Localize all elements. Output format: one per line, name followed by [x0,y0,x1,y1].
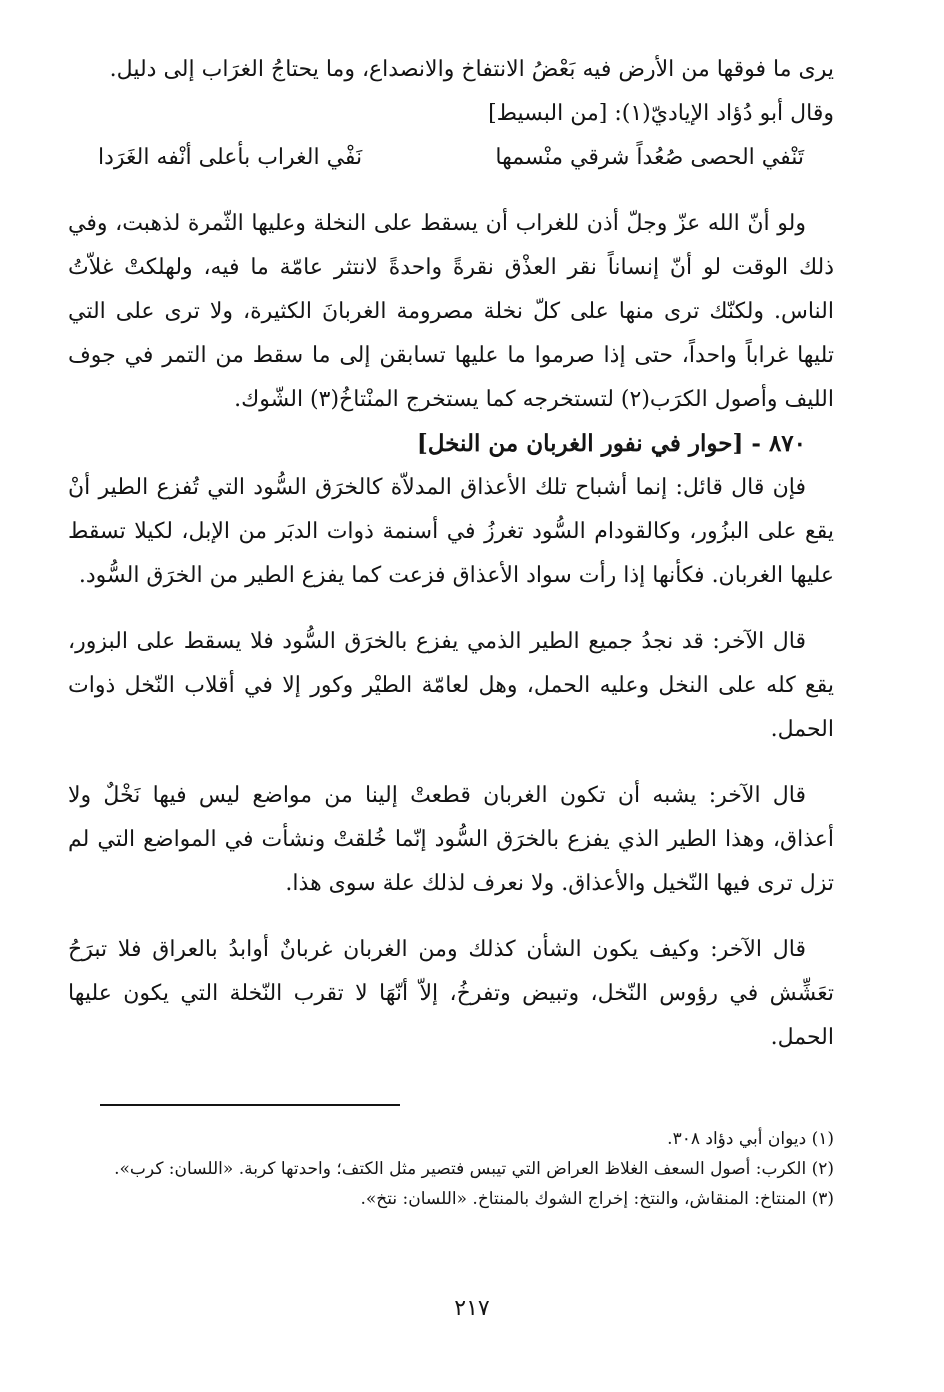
verse-first-hemistich: تَنْفي الحصى صُعُداً شرقي منْسمها [495,145,804,170]
dialogue-paragraph: قال الآخر: قد نجدُ جميع الطير الذمي يفزع بالخرَق السُّود فلا يسقط على البزور، يقع كله على النخل وعليه الحمل، وهل لعامّة الطيْر وكور إلا في أقلاب النّخل ذوات الحمل. [68,629,834,742]
footnote: (١) ديوان أبي دؤاد ٣٠٨. [667,1129,834,1149]
dialogue-paragraph: فإن قال قائل: إنما أشباح تلك الأعذاق المدلاّة كالخرَق السُّود التي تُفزع الطير أنْ يقع على البزُور، وكالقودام السُّود تغرزُ في أسنمة ذوات الدبَر من الإبل، لكيلا تسقط عليها الغربان. فكأنها إذا رأت سواد الأعذاق فزعت كما يفزع الطير من الخرَق السُّود. [68,475,834,588]
verse-introduction: وقال أبو دُؤاد الإياديّ(١): [من البسيط] [488,101,834,126]
footnote: (٢) الكرب: أصول السعف الغلاظ العراض التي تيبس فتصير مثل الكتف؛ واحدتها كربة. «اللسان: كرب». [114,1159,834,1179]
main-text [68,48,834,1060]
poetry-verse [68,136,834,180]
page-number: ٢١٧ [454,1296,490,1321]
dialogue-paragraph: قال الآخر: وكيف يكون الشأن كذلك ومن الغربان غربانٌ أوابدُ بالعراق فلا تبرَحُ تعَشِّش في رؤوس النّخل، وتبيض وتفرخُ، إلاّ أنّهَا لا تقرب النّخلة التي يكون عليها الحمل. [68,937,834,1050]
paragraph-palm: ولو أنّ الله عزّ وجلّ أذن للغراب أن يسقط على النخلة وعليها الثّمرة لذهبت، وفي ذلك الوقت لو أنّ إنساناً نقر العذْق نقرةً واحدةً لانتثر عامّة ما فيه، ولهلكتْ غلاّتُ الناس. ولكنّك ترى منها على كلّ نخلة مصرومة الغربانَ الكثيرة، ولا ترى على التي تليها غراباً واحداً، حتى إذا صرموا ما عليها تسابقن إلى ما سقط من التمر في جوف الليف وأصول الكرَب(٢) لتستخرجه كما يستخرج المنْتاخُ(٣) الشّوك. [68,211,834,412]
verse-second-hemistich: نَفْي الغراب بأعلى أنْفه الغَرَدا [98,145,363,170]
footnote: (٣) المنتاخ: المنقاش، والنتخ: إخراج الشوك بالمنتاخ. «اللسان: نتخ». [360,1189,834,1209]
footnotes [68,1124,834,1214]
footnote-divider [100,1104,400,1106]
dialogue-paragraph: قال الآخر: يشبه أن تكون الغربان قطعتْ إلينا من مواضع ليس فيها نَخْلٌ ولا أعذاق، وهذا الطير الذي يفزع بالخرَق السُّود إنّما خُلقتْ ونشأت في المواضع التي لم تزل ترى فيها النّخيل والأعذاق. ولا نعرف لذلك علة سوى هذا. [68,783,834,896]
paragraph-continuation: يرى ما فوقها من الأرض فيه بَعْضُ الانتفاخ والانصداع، وما يحتاجُ الغرَاب إلى دليل. [109,57,834,82]
section-heading: ٨٧٠ - [حوار في نفور الغربان من النخل] [416,430,806,457]
